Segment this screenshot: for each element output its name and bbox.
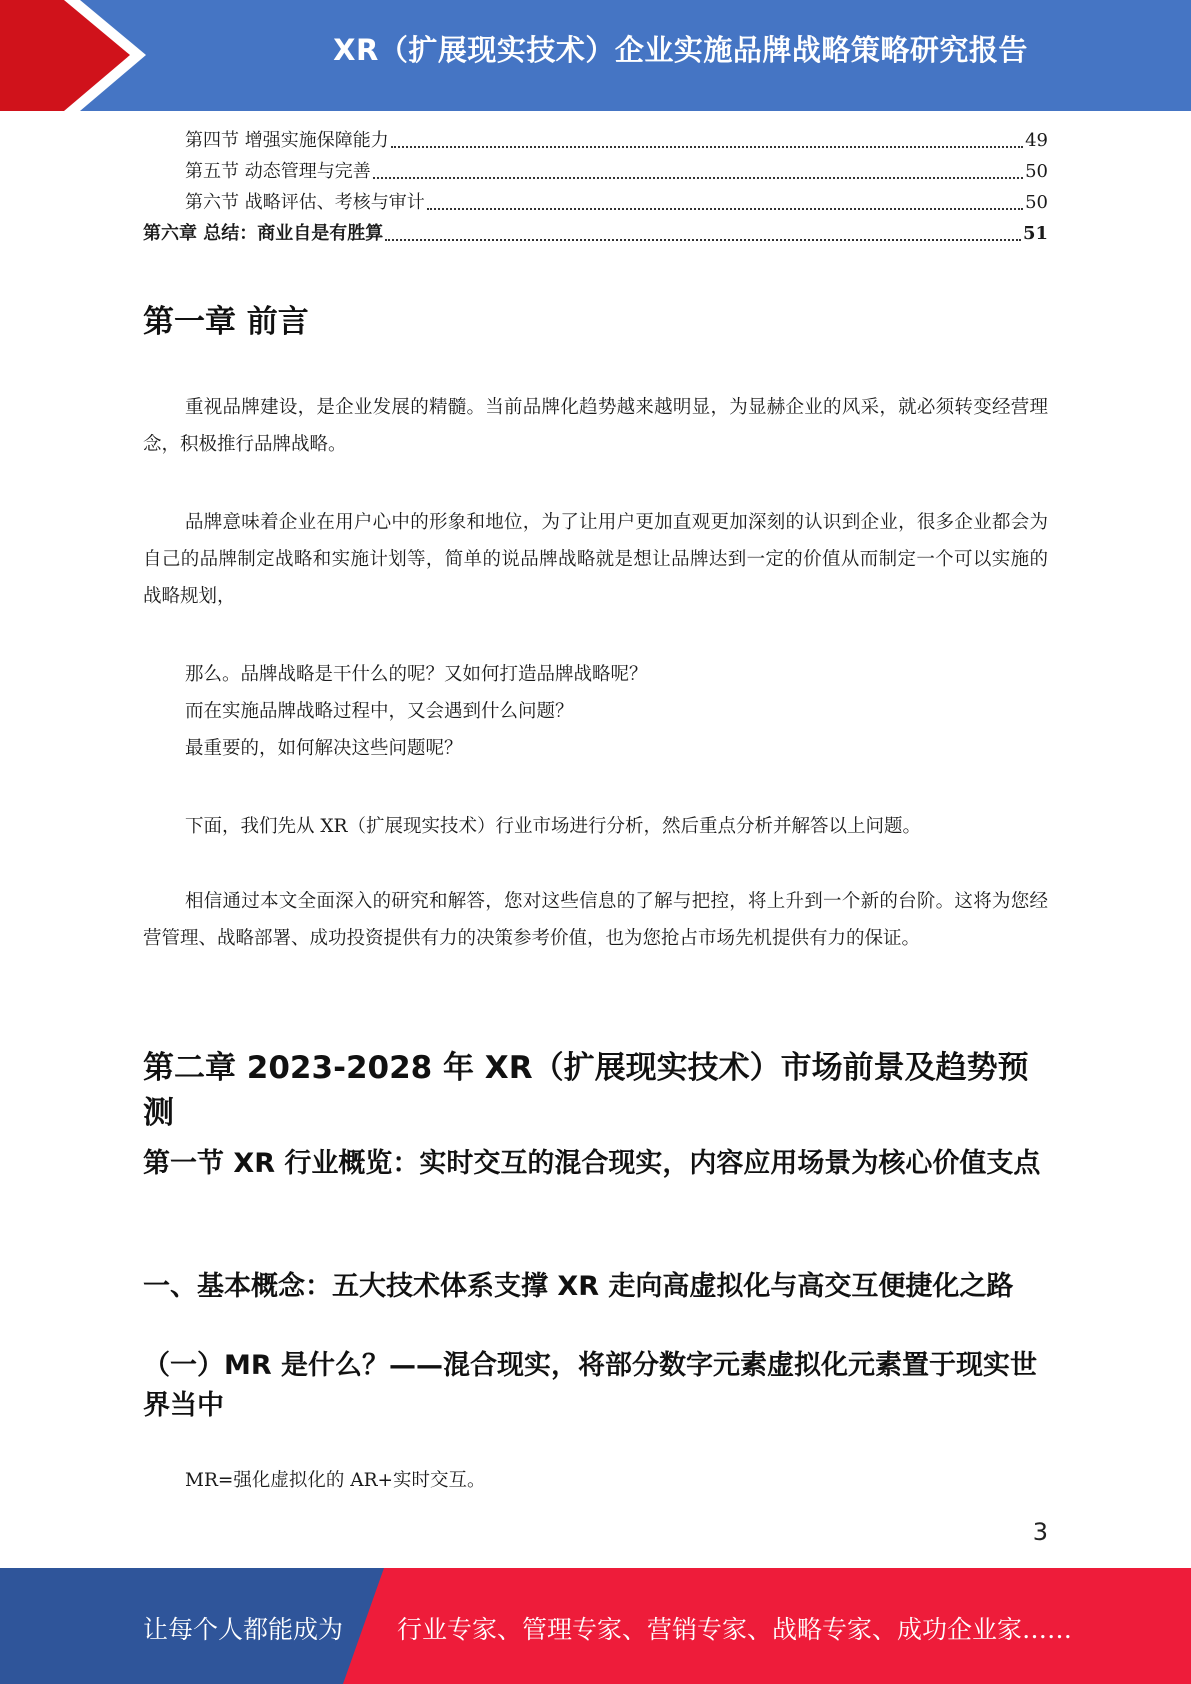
toc-entry-label: 第四节 增强实施保障能力 — [185, 130, 389, 151]
toc-dot-leader — [385, 239, 1021, 241]
page-footer — [0, 1568, 1191, 1684]
item-heading: （一）MR 是什么？——混合现实，将部分数字元素虚拟化元素置于现实世界当中 — [143, 1350, 1038, 1421]
section-heading: 第一节 XR 行业概览：实时交互的混合现实，内容应用场景为核心价值支点 — [143, 1148, 1041, 1179]
body-paragraph: 品牌意味着企业在用户心中的形象和地位，为了让用户更加直观更加深刻的认识到企业，很多企业都会为自己的品牌制定战略和实施计划等，简单的说品牌战略就是想让品牌达到一定的价值从而制定一个可以实施的战略规划， — [143, 512, 1048, 607]
chapter-heading: 第二章 2023-2028 年 XR（扩展现实技术）市场前景及趋势预测 — [143, 1050, 1029, 1131]
toc-entry-label: 第六章 总结：商业自是有胜算 — [143, 223, 384, 244]
chapter-heading: 第一章 前言 — [143, 304, 309, 340]
toc-chapter-entry[interactable] — [143, 219, 1048, 250]
toc-dot-leader — [427, 208, 1023, 210]
body-paragraph: 相信通过本文全面深入的研究和解答，您对这些信息的了解与把控，将上升到一个新的台阶。这将为您经营管理、战略部署、成功投资提供有力的决策参考价值，也为您抢占市场先机提供有力的保证。 — [143, 891, 1048, 949]
toc-entry-page: 51 — [1022, 223, 1048, 244]
toc-entry-page: 49 — [1025, 130, 1048, 151]
header-arrow-graphic — [0, 0, 180, 111]
toc-entry[interactable] — [143, 188, 1048, 219]
question-line: 那么。品牌战略是干什么的呢？又如何打造品牌战略呢？ — [185, 664, 648, 685]
page-number: 3 — [1032, 1518, 1048, 1546]
toc-entry-page: 50 — [1025, 161, 1048, 182]
toc-dot-leader — [391, 146, 1023, 148]
header-title: XR（扩展现实技术）企业实施品牌战略策略研究报告 — [333, 33, 1028, 67]
toc-entry-page: 50 — [1025, 192, 1048, 213]
body-paragraph: 重视品牌建设，是企业发展的精髓。当前品牌化趋势越来越明显，为显赫企业的风采，就必须转变经营理念，积极推行品牌战略。 — [143, 397, 1048, 455]
formula-line: MR=强化虚拟化的 AR+实时交互。 — [185, 1470, 486, 1491]
page-header — [0, 0, 1191, 111]
toc-entry[interactable] — [143, 157, 1048, 188]
question-line: 最重要的，如何解决这些问题呢？ — [185, 738, 463, 759]
toc-entry[interactable] — [143, 126, 1048, 157]
question-line: 而在实施品牌战略过程中，又会遇到什么问题？ — [185, 701, 574, 722]
toc-entry-label: 第五节 动态管理与完善 — [185, 161, 371, 182]
body-paragraph: 下面，我们先从 XR（扩展现实技术）行业市场进行分析，然后重点分析并解答以上问题。 — [185, 816, 921, 837]
toc-dot-leader — [373, 177, 1023, 179]
subsection-heading: 一、基本概念：五大技术体系支撑 XR 走向高虚拟化与高交互便捷化之路 — [143, 1271, 1014, 1302]
footer-slogan-left: 让每个人都能成为 — [143, 1615, 344, 1644]
table-of-contents — [143, 126, 1048, 250]
footer-slogan-right: 行业专家、管理专家、营销专家、战略专家、成功企业家…… — [397, 1615, 1073, 1644]
toc-entry-label: 第六节 战略评估、考核与审计 — [185, 192, 425, 213]
